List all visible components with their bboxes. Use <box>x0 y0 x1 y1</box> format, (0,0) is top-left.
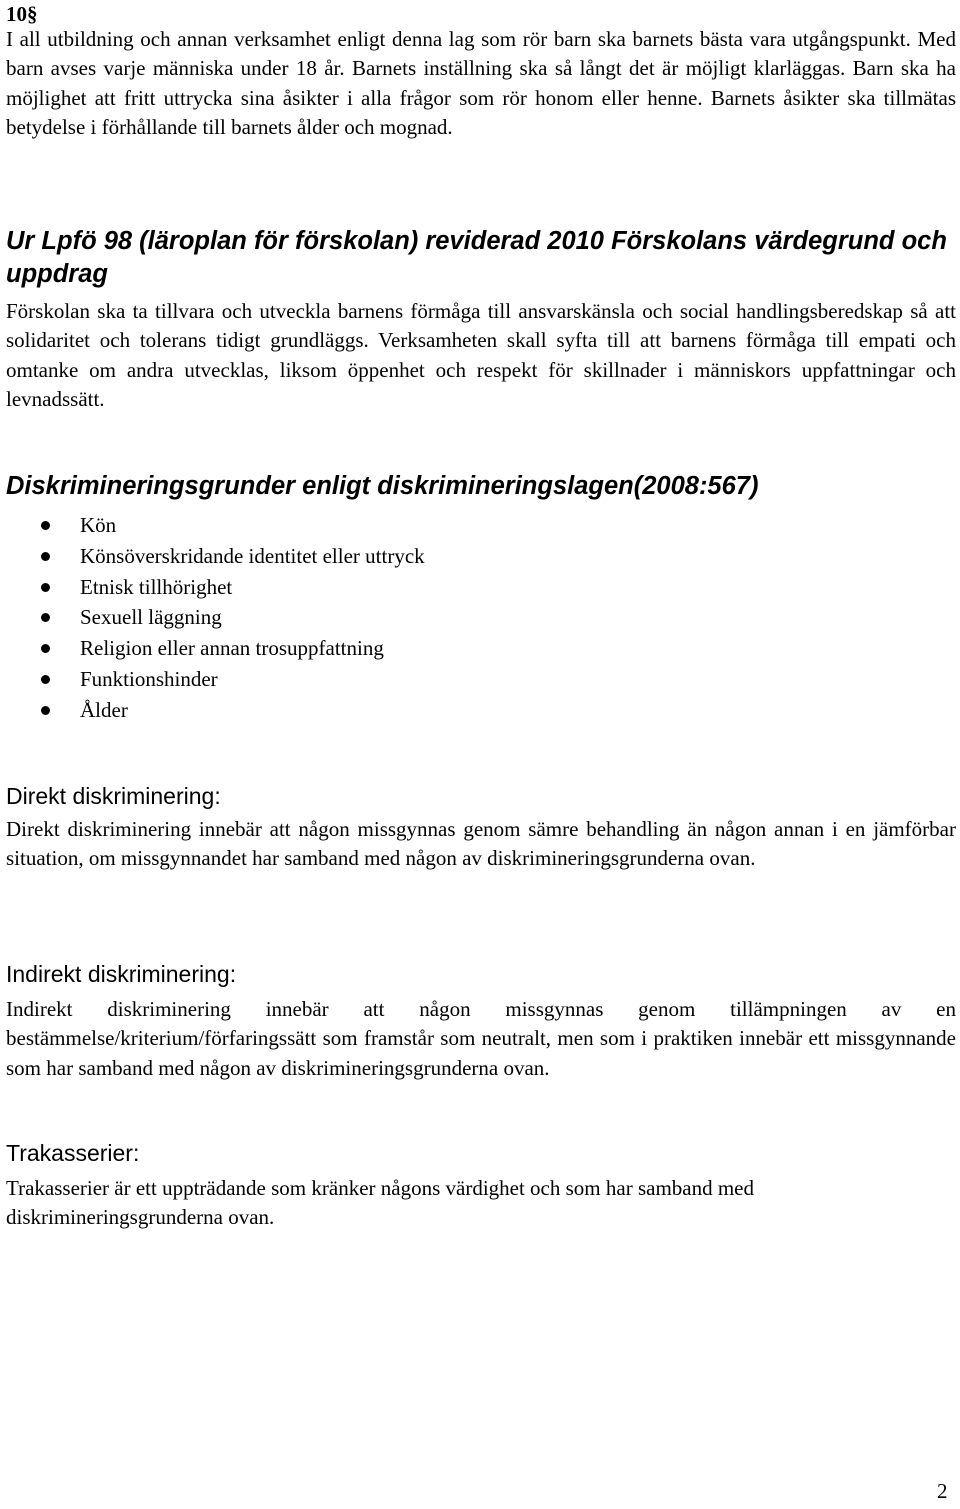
list-item-label: Funktionshinder <box>80 666 218 691</box>
harassment-paragraph: Trakasserier är ett uppträdande som kränker någons värdighet och som har samband med diskrimineringsgrunderna ovan. <box>6 1176 755 1230</box>
list-item-label: Religion eller annan trosuppfattning <box>80 636 384 661</box>
list-item-label: Sexuell läggning <box>80 605 222 630</box>
list-item-label: Könsöverskridande identitet eller uttryck <box>80 543 425 568</box>
intro-paragraph: I all utbildning och annan verksamhet enligt denna lag som rör barn ska barnets bästa vara utgångspunkt. Med barn avses varje människa under 18 år. Barnets inställning ska så långt det är möjligt klarläggas. Barn ska ha möjlighet att fritt uttrycka sina åsikter i alla frågor som rör honom eller henne. Barnets åsikter ska tillmätas betydelse i förhållande till barnets ålder och mognad. <box>6 27 956 139</box>
page-number: 2 <box>937 1479 948 1503</box>
list-item-label: Etnisk tillhörighet <box>80 574 233 599</box>
grounds-list <box>6 510 956 726</box>
list-item <box>6 633 956 664</box>
direct-heading: Direkt diskriminering: <box>6 783 221 809</box>
lpfo-heading: Ur Lpfö 98 (läroplan för förskolan) reviderad 2010 Förskolans värdegrund och uppdrag <box>6 227 947 288</box>
list-item-label: Kön <box>80 513 117 537</box>
indirect-heading: Indirekt diskriminering: <box>6 961 237 987</box>
bullet-icon <box>41 613 50 622</box>
direct-paragraph: Direkt diskriminering innebär att någon missgynnas genom sämre behandling än någon annan i en jämförbar situation, om missgynnandet har samband med någon av diskrimineringsgrunderna ovan. <box>6 817 956 871</box>
harassment-heading: Trakasserier: <box>6 1140 140 1166</box>
list-item <box>6 664 956 695</box>
bullet-icon <box>41 521 50 530</box>
list-item <box>6 695 956 726</box>
bullet-icon <box>41 706 50 715</box>
list-item <box>6 602 956 633</box>
list-item <box>6 541 956 572</box>
list-item-label: Ålder <box>80 697 128 722</box>
bullet-icon <box>41 675 50 684</box>
bullet-icon <box>41 583 50 592</box>
list-item <box>6 510 956 541</box>
indirect-paragraph: Indirekt diskriminering innebär att någon missgynnas genom tillämpningen av en bestämmelse/kriterium/förfaringssätt som framstår som neutralt, men som i praktiken innebär ett missgynnande som har samband med någon av diskrimineringsgrunderna ovan. <box>6 997 956 1080</box>
list-item <box>6 572 956 603</box>
grounds-heading: Diskrimineringsgrunder enligt diskrimineringslagen(2008:567) <box>6 472 759 500</box>
bullet-icon <box>41 644 50 653</box>
section-label: 10§ <box>6 2 38 26</box>
lpfo-paragraph: Förskolan ska ta tillvara och utveckla barnens förmåga till ansvarskänsla och social handlingsberedskap så att solidaritet och tolerans tidigt grundläggs. Verksamheten skall syfta till att barnens förmåga till empati och omtanke om andra utvecklas, liksom öppenhet och respekt för skillnader i människors uppfattningar och levnadssätt. <box>6 299 956 411</box>
bullet-icon <box>41 552 50 561</box>
